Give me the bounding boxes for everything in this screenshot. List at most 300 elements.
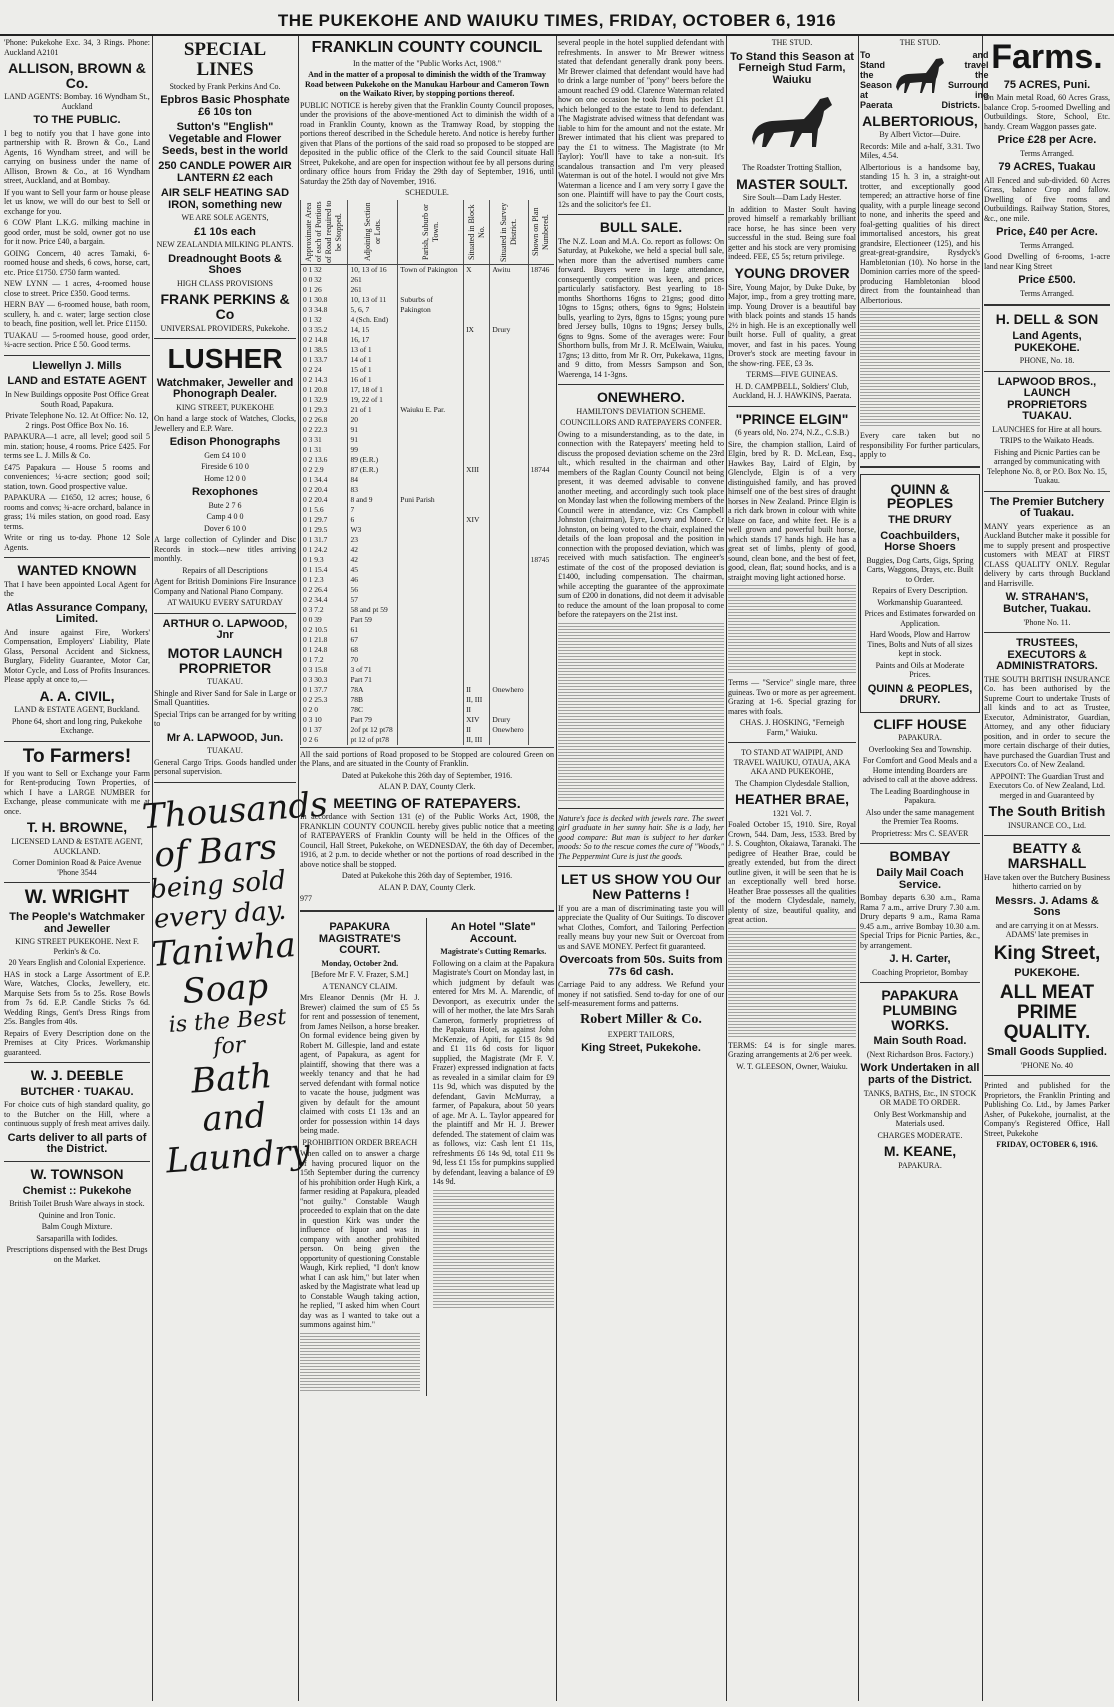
schedule-row xyxy=(301,345,555,355)
schedule-header: Adjoining Section or Lots. xyxy=(348,200,398,265)
schedule-cell xyxy=(528,395,554,405)
schedule-cell xyxy=(528,405,554,415)
schedule-cell xyxy=(398,475,464,485)
farm-price: Price £500. xyxy=(1018,274,1076,287)
schedule-cell xyxy=(464,375,490,385)
farm-text: Good Dwelling of 6-rooms, 1-acre land near King Street xyxy=(984,252,1110,271)
schedule-cell: 58 and pt 59 xyxy=(348,605,398,615)
schedule-cell xyxy=(528,655,554,665)
schedule-cell: 0 1 29.3 xyxy=(301,405,348,415)
farms-title: Farms. xyxy=(991,38,1103,76)
rexophone-price: Dover 6 10 0 xyxy=(204,523,246,533)
schedule-cell: 2of pt 12 pt78 xyxy=(348,725,398,735)
schedule-cell: 21 of 1 xyxy=(348,405,398,415)
schedule-cell: 0 2 10.5 xyxy=(301,625,348,635)
schedule-cell xyxy=(490,525,528,535)
schedule-cell: 46 xyxy=(348,575,398,585)
schedule-cell xyxy=(398,285,464,295)
schedule-cell: Puni Parish xyxy=(398,495,464,505)
deeble-title: W. J. DEEBLE xyxy=(30,1067,124,1084)
schedule-cell: 0 1 20.8 xyxy=(301,385,348,395)
keane-subtitle: PAPAKURA. xyxy=(898,1160,942,1170)
sell-text: If you want to Sell your farm or house please let us know, we will do our best to Sell or exchange for you. xyxy=(4,187,150,216)
schedule-cell xyxy=(490,735,528,745)
schedule-cell xyxy=(490,435,528,445)
launches-text: LAUNCHES for Hire at all hours. xyxy=(992,424,1102,434)
schedule-row xyxy=(301,645,555,655)
schedule-cell: 0 1 2.3 xyxy=(301,575,348,585)
column-5 xyxy=(728,36,856,1701)
albertorious-title: ALBERTORIOUS, xyxy=(862,112,978,129)
schedule-cell xyxy=(528,615,554,625)
schedule-row xyxy=(301,365,555,375)
south-british-subtitle: INSURANCE CO., Ltd. xyxy=(1007,820,1086,830)
schedule-cell xyxy=(464,425,490,435)
schedule-cell xyxy=(528,635,554,645)
hotel-slate xyxy=(433,918,554,1396)
wright-title: W. WRIGHT xyxy=(24,887,130,909)
schedule-cell xyxy=(464,555,490,565)
schedule-row xyxy=(301,625,555,635)
records-text: A large collection of Cylinder and Disc Records in stock—new titles arriving monthly. xyxy=(154,535,296,564)
schedule-cell: 17, 18 of 1 xyxy=(348,385,398,395)
schedule-cell xyxy=(528,625,554,635)
schedule-cell xyxy=(490,345,528,355)
schedule-row xyxy=(301,275,555,285)
court-before: [Before Mr F. V. Frazer, S.M.] xyxy=(311,970,409,980)
deeble-subtitle: BUTCHER · TUAKAU. xyxy=(20,1085,134,1098)
schedule-cell xyxy=(398,625,464,635)
schedule-cell xyxy=(464,625,490,635)
schedule-cell xyxy=(398,585,464,595)
mail-text: Bombay departs 6.30 a.m., Rama Rama 7 a.m., arrive Drury 7.30 a.m. Drury departs 9 a.m., Rama Rama 9.45 a.m., arrive Bombay 10.30 a.m. Special Trips for Picnic Parties, &c., by arrangement. xyxy=(860,893,980,950)
meeting-title: MEETING OF RATEPAYERS. xyxy=(333,794,521,811)
schedule-cell: II xyxy=(464,685,490,695)
schedule-cell xyxy=(528,305,554,315)
stud-heading: THE STUD. xyxy=(771,38,813,47)
shingle-text: Shingle and River Sand for Sale in Large or Small Quantities. xyxy=(154,688,296,708)
schedule-cell: IX xyxy=(464,325,490,335)
schedule-cell xyxy=(528,535,554,545)
mail-coach-title: Daily Mail Coach Service. xyxy=(876,867,964,891)
schedule-row xyxy=(301,735,555,745)
schedule-cell: W3 xyxy=(348,525,398,535)
schedule-row xyxy=(301,525,555,535)
schedule-cell xyxy=(464,415,490,425)
schedule-row xyxy=(301,295,555,305)
schedule-row xyxy=(301,715,555,725)
schedule-cell xyxy=(398,505,464,515)
bull-sale-title: BULL SALE. xyxy=(599,219,683,235)
schedule-cell: 78A xyxy=(348,685,398,695)
allison-brown-title: ALLISON, BROWN & Co. xyxy=(8,60,146,91)
schedule-cell: 14 of 1 xyxy=(348,355,398,365)
albertorious-subtitle: By Albert Victor—Duire. xyxy=(879,130,961,140)
script-line: Bath and xyxy=(189,1055,274,1140)
schedule-cell xyxy=(398,355,464,365)
townson-item: Quinine and Iron Tonic. xyxy=(38,1210,116,1220)
schedule-cell xyxy=(490,475,528,485)
strahan-phone: 'Phone No. 11. xyxy=(1023,617,1071,627)
schedule-row xyxy=(301,475,555,485)
perkins-title: FRANK PERKINS & Co xyxy=(160,291,290,323)
miller-subtitle: EXPERT TAILORS, xyxy=(607,1029,675,1039)
schedule-header: Shown on Plan Numbered. xyxy=(528,200,554,265)
listing: GOING Concern, 40 acres Tamaki, 6-roomed house and sheds, 6 cows, horse, cart, etc. Price £1750. £750 farm wanted. xyxy=(4,248,150,277)
schedule-cell: 0 2 14.8 xyxy=(301,335,348,345)
schedule-cell xyxy=(464,385,490,395)
plumbing-address: Main South Road. xyxy=(873,1035,967,1048)
schedule-cell xyxy=(464,505,490,515)
column-1 xyxy=(4,36,150,1701)
lapwood-place: TUAKAU. xyxy=(207,746,243,756)
schedule-cell: 0 2 25.3 xyxy=(301,695,348,705)
schedule-cell xyxy=(398,395,464,405)
schedule-row xyxy=(301,325,555,335)
schedule-cell: 0 3 31 xyxy=(301,435,348,445)
schedule-cell xyxy=(464,365,490,375)
prince-elgin-title: "PRINCE ELGIN" xyxy=(735,410,849,427)
to-farmers-title: To Farmers! xyxy=(22,745,132,767)
schedule-cell: Drury xyxy=(490,325,528,335)
schedule-cell: 13 of 1 xyxy=(348,345,398,355)
column-rule xyxy=(858,36,859,1701)
carriage-text: Carriage Paid to any address. We Refund your money if not satisfied. Send to-day for one of our self-measurement forms and patterns. xyxy=(558,980,724,1009)
schedule-cell: 0 2 26.4 xyxy=(301,585,348,595)
schedule-cell xyxy=(464,575,490,585)
schedule-header: Approximate Area of each of Portions of Road required to be Stopped. xyxy=(301,200,348,265)
schedule-cell xyxy=(490,705,528,715)
schedule-cell: 8 and 9 xyxy=(348,495,398,505)
schedule-cell: 0 1 30.8 xyxy=(301,295,348,305)
column-rule xyxy=(982,36,983,1701)
schedule-cell xyxy=(398,275,464,285)
schedule-cell xyxy=(398,665,464,675)
farm-heading: 79 ACRES, Tuakau xyxy=(998,161,1096,174)
schedule-cell xyxy=(398,515,464,525)
schedule-cell: 0 3 30.3 xyxy=(301,675,348,685)
schedule-row xyxy=(301,305,555,315)
schedule-cell xyxy=(528,715,554,725)
beatty-text: Have taken over the Butchery Business hitherto carried on by xyxy=(984,872,1110,892)
schedule-row xyxy=(301,635,555,645)
schedule-cell: 0 1 24.2 xyxy=(301,545,348,555)
schedule-cell xyxy=(464,305,490,315)
schedule-cell: X xyxy=(464,264,490,275)
column-6 xyxy=(860,36,989,1701)
fee-line: TERMS—FIVE GUINEAS. xyxy=(746,370,838,380)
schedule-cell: Town of Pakington xyxy=(398,264,464,275)
repairs-text: Repairs of all Descriptions xyxy=(182,565,268,575)
schedule-cell: 0 1 32 xyxy=(301,315,348,325)
schedule-cell xyxy=(490,655,528,665)
plumbing-title: PAPAKURA PLUMBING WORKS. xyxy=(881,987,959,1033)
listing: TUAKAU — 5-roomed house, good order, ¼-acre section. Price £ 50. Good terms. xyxy=(4,330,150,350)
edison-price: Gem £4 10 0 xyxy=(204,450,246,460)
schedule-row xyxy=(301,655,555,665)
column-rule xyxy=(298,36,299,1701)
schedule-cell xyxy=(528,525,554,535)
schedule-cell: 16 of 1 xyxy=(348,375,398,385)
schedule-cell xyxy=(398,725,464,735)
patterns-title: LET US SHOW YOU Our New Patterns ! xyxy=(561,871,721,903)
dell-phone: PHONE, No. 18. xyxy=(1019,356,1075,366)
schedule-row xyxy=(301,725,555,735)
schedule-cell xyxy=(490,295,528,305)
schedule-row xyxy=(301,455,555,465)
schedule-cell xyxy=(398,545,464,555)
notice-text: I beg to notify you that I have gone into partnership with R. Brown & Co., Land Agents, 16 Wyndham street, and will be carrying on business under the name of Allison, Brown & Co., at 16 Wyndham street, Auckland, and at Bombay. xyxy=(4,128,150,186)
court-case: A TENANCY CLAIM. xyxy=(322,981,398,991)
hamilton-subtitle: HAMILTON'S DEVIATION SCHEME. xyxy=(576,406,706,416)
schedule-cell xyxy=(528,495,554,505)
schedule-cell: 42 xyxy=(348,555,398,565)
schedule-cell: 0 1 37.7 xyxy=(301,685,348,695)
cliff-house-title: CLIFF HOUSE xyxy=(873,715,967,732)
slate-subtitle: Magistrate's Cutting Remarks. xyxy=(440,947,547,957)
column-rule xyxy=(726,36,727,1701)
schedule-cell xyxy=(528,455,554,465)
king-street-title: King Street, xyxy=(993,942,1101,964)
mills-telephone: Private Telephone No. 12. At Office: No. 12, 2 rings. Post Office Box No. 16. xyxy=(5,411,149,430)
motor-launch-title: MOTOR LAUNCH PROPRIETOR xyxy=(167,644,283,676)
schedule-row xyxy=(301,685,555,695)
schedule-cell: 45 xyxy=(348,565,398,575)
schedule-cell: 0 1 9.3 xyxy=(301,555,348,565)
schedule-cell: 20 xyxy=(348,415,398,425)
text-lines xyxy=(433,1190,554,1310)
beatty-marshall-title: BEATTY & MARSHALL xyxy=(1007,840,1087,872)
overcoats-line: Overcoats from 50s. Suits from 77s 6d cash. xyxy=(559,954,723,978)
schedule-cell xyxy=(464,275,490,285)
schedule-row xyxy=(301,565,555,575)
farm-text: On Main metal Road, 60 Acres Grass, balance Crop. 5-roomed Dwelling and Outbuildings. Store, School, Etc. handy. Cream Waggon passes gate. xyxy=(984,93,1110,131)
councillors-subtitle: COUNCILLORS AND RATEPAYERS CONFER. xyxy=(560,418,722,428)
schedule-cell: 0 2 13.6 xyxy=(301,455,348,465)
estimates-line: Prices and Estimates forwarded on Application. xyxy=(864,609,976,628)
schedule-row xyxy=(301,615,555,625)
schedule-cell xyxy=(464,315,490,325)
schedule-cell xyxy=(398,415,464,425)
schedule-cell: 0 2 22.3 xyxy=(301,425,348,435)
schedule-cell xyxy=(490,305,528,315)
horse-caption: The Roadster Trotting Stallion, xyxy=(742,163,842,173)
schedule-cell xyxy=(490,485,528,495)
schedule-cell: 0 3 7.2 xyxy=(301,605,348,615)
master-soult-title: MASTER SOULT. xyxy=(736,175,848,192)
text-lines xyxy=(728,585,856,675)
schedule-cell xyxy=(490,495,528,505)
schedule-cell: 4 (Sch. End) xyxy=(348,315,398,325)
schedule-cell: 10, 13 of 16 xyxy=(348,264,398,275)
wright-repairs: Repairs of Every Description done on the Premises at City Prices. Workmanship guaranteed. xyxy=(4,1028,150,1057)
schedule-row xyxy=(301,675,555,685)
schedule-cell xyxy=(528,345,554,355)
perkins-subtitle: UNIVERSAL PROVIDERS, Pukekohe. xyxy=(160,323,290,333)
schedule-cell xyxy=(490,535,528,545)
schedule-cell xyxy=(528,425,554,435)
text-lines xyxy=(558,623,724,803)
slate-title: An Hotel "Slate" Account. xyxy=(450,920,536,945)
schedule-cell: 42 xyxy=(348,545,398,555)
schedule-cell xyxy=(464,585,490,595)
listing: NEW LYNN — 1 acres, 4-roomed house close to street. Price £350. Good terms. xyxy=(4,279,150,298)
schedule-cell: 7 xyxy=(348,505,398,515)
schedule-row xyxy=(301,445,555,455)
schedule-cell: 67 xyxy=(348,635,398,645)
court-section xyxy=(300,918,554,1396)
schedule-cell xyxy=(490,505,528,515)
schedule-cell xyxy=(398,615,464,625)
special-lines-title: SPECIAL LINES xyxy=(183,39,267,80)
schedule-cell: 3 of 71 xyxy=(348,665,398,675)
schedule-cell: 0 1 29.7 xyxy=(301,515,348,525)
heather-subtitle: 1321 Vol. 7. xyxy=(772,808,812,818)
schedule-cell: 0 3 35.2 xyxy=(301,325,348,335)
franklin-notice: PUBLIC NOTICE is hereby given that the Franklin County Council proposes, under the provisions of the above-mentioned Act to diminish the width of a road in Franklin County, known as the Tramway Road, by stopping the portions thereof described in the Schedule hereto. And notice is hereby further given that Plans of the portions of the said road so proposed to be stopped are deposited in the public office of the Clerk to the said Council situate Hall Street, Pukekohe, and are open for inspection without fee by all persons during ordinary office hours from Friday the 29th day of September, 1916, until Saturday the 25th day of November, 1916. xyxy=(300,100,554,186)
patterns-text: If you are a man of discriminating taste you will appreciate the Quality of Our Suitings. To discover what Clothes, Comfort, and Tailoring Perfection really means buy your new Suit or Overcoat from us and SAVE MONEY. Perfect fit guaranteed. xyxy=(558,903,724,951)
script-line: Laundry xyxy=(164,1131,312,1182)
schedule-cell xyxy=(528,285,554,295)
carter-subtitle: Coaching Proprietor, Bombay xyxy=(872,967,968,977)
adams-line: Messrs. J. Adams & Sons xyxy=(995,894,1099,919)
farm-terms: Terms Arranged. xyxy=(1020,240,1074,250)
mills-address: In New Buildings opposite Post Office Great South Road, Papakura. xyxy=(5,390,149,409)
schedule-cell: 0 1 24.8 xyxy=(301,645,348,655)
dated-line: Dated at Pukekohe this 26th day of September, 1916. xyxy=(341,770,513,780)
schedule-cell xyxy=(490,585,528,595)
schedule-cell: 18746 xyxy=(528,264,554,275)
schedule-cell xyxy=(528,445,554,455)
schedule-cell: Waiuku E. Par. xyxy=(398,405,464,415)
schedule-cell: 0 1 5.6 xyxy=(301,505,348,515)
schedule-cell xyxy=(398,635,464,645)
schedule-cell xyxy=(464,645,490,655)
schedule-cell: II, III xyxy=(464,735,490,745)
plumbing-text: Work Undertaken in all parts of the District. xyxy=(860,1062,980,1086)
schedule-cell xyxy=(490,315,528,325)
schedule-cell xyxy=(528,665,554,675)
schedule-cell: 6 xyxy=(348,515,398,525)
script-line: being sold xyxy=(149,865,287,906)
schedule-cell xyxy=(528,385,554,395)
waiuku-text: AT WAIUKU EVERY SATURDAY xyxy=(167,598,283,608)
heather-pre: The Champion Clydesdale Stallion, xyxy=(734,778,850,788)
schedule-cell xyxy=(528,595,554,605)
schedule-cell xyxy=(464,635,490,645)
schedule-cell xyxy=(528,675,554,685)
schedule-cell xyxy=(398,465,464,475)
lusher-text: On hand a large stock of Watches, Clocks, Jewellery and E.P. Ware. xyxy=(154,414,296,433)
schedule-cell xyxy=(398,645,464,655)
wanted-text: That I have been appointed Local Agent for the xyxy=(4,579,150,599)
seeds-line: Sutton's "English" Vegetable and Flower Seeds, best in the world xyxy=(162,121,288,157)
schedule-row xyxy=(301,415,555,425)
schedule-cell xyxy=(398,575,464,585)
schedule-cell: 0 2 24 xyxy=(301,365,348,375)
atlas-text: And insure against Fire, Workers' Compensation, Employers' Liability, Plate Glass, Personal Accident and Sickness, Burglary, Fidelity Guarantee, Motor Car, Motor Cycle, and Loss of Profits Insurances. Please apply at once to,— xyxy=(4,627,150,685)
schedule-cell xyxy=(490,375,528,385)
schedule-cell xyxy=(528,375,554,385)
atlas-title: Atlas Assurance Company, Limited. xyxy=(6,601,148,626)
phones: 'Phone: Pukekohe Exc. 34, 3 Rings. Phone: Auckland A2101 xyxy=(4,38,150,57)
browne-subtitle: LICENSED LAND & ESTATE AGENT, AUCKLAND. xyxy=(11,837,143,856)
schedule-cell xyxy=(528,315,554,325)
schedule-cell xyxy=(464,345,490,355)
schedule-row xyxy=(301,695,555,705)
farm-heading: 75 ACRES, Puni. xyxy=(1003,78,1091,91)
quinn-peoples-advert xyxy=(860,474,980,713)
court-title: PAPAKURA MAGISTRATE'S COURT. xyxy=(318,920,401,957)
browne-title: T. H. BROWNE, xyxy=(26,819,128,836)
schedule-cell: 261 xyxy=(348,275,398,285)
schedule-cell xyxy=(398,655,464,665)
schedule-cell: 78B xyxy=(348,695,398,705)
mills-subtitle: LAND and ESTATE AGENT xyxy=(7,375,147,388)
schedule-cell xyxy=(464,545,490,555)
schedule-cell: II, III xyxy=(464,695,490,705)
schedule-row xyxy=(301,405,555,415)
only-text: Only Best Workmanship and Materials used. xyxy=(873,1109,967,1129)
strahan-name: W. STRAHAN'S, Butcher, Tuakau. xyxy=(1003,591,1091,616)
schedule-row xyxy=(301,285,555,295)
masthead-title: THE PUKEKOHE AND WAIUKU TIMES, FRIDAY, OCTOBER 6, 1916 xyxy=(277,11,837,30)
plumbing-subtitle: (Next Richardson Bros. Factory.) xyxy=(866,1049,974,1059)
lapwood-bros-title: LAPWOOD BROS., LAUNCH PROPRIETORS TUAKAU. xyxy=(997,375,1097,423)
adams-text: and are carrying it on at Messrs. ADAMS' late premises in xyxy=(995,920,1099,940)
schedule-cell xyxy=(398,595,464,605)
schedule-row xyxy=(301,705,555,715)
clerk-line: ALAN P. DAY, County Clerk. xyxy=(378,882,476,892)
townson-title: W. TOWNSON xyxy=(30,1165,124,1182)
schedule-cell xyxy=(528,505,554,515)
schedule-row xyxy=(301,665,555,675)
schedule-row xyxy=(301,375,555,385)
edison-title: Edison Phonographs xyxy=(169,436,281,449)
schedule-cell: Suburbs of xyxy=(398,295,464,305)
schedule-cell xyxy=(528,295,554,305)
schedule-cell: 0 1 31 xyxy=(301,445,348,455)
schedule-cell xyxy=(464,485,490,495)
schedule-cell xyxy=(490,365,528,375)
breach-title: PROHIBITION ORDER BREACH xyxy=(302,1137,418,1147)
imprint-date: FRIDAY, OCTOBER 6, 1916. xyxy=(996,1140,1098,1150)
franklin-sub1: In the matter of the "Public Works Act, 1908." xyxy=(353,58,501,68)
script-line: Thousands xyxy=(140,784,329,838)
schedule-cell xyxy=(398,715,464,725)
schedule-cell xyxy=(464,335,490,345)
all-meat-title: ALL MEAT PRIME QUALITY. xyxy=(999,982,1095,1044)
schedule-cell xyxy=(398,345,464,355)
schedule-row xyxy=(301,585,555,595)
listing: HERN BAY — 6-roomed house, bath room, scullery, h. and c. water; large section close to beach, fine position, well let. Price £1150. xyxy=(4,300,150,329)
dated-line: Dated at Pukekohe this 26th day of September, 1916. xyxy=(341,871,513,881)
text-lines xyxy=(860,308,980,428)
schedule-cell: 91 xyxy=(348,435,398,445)
schedule-cell: XIII xyxy=(464,465,490,475)
schedule-row xyxy=(301,335,555,345)
schedule-cell xyxy=(490,615,528,625)
column-7 xyxy=(984,36,1110,1701)
farm-price: Price £28 per Acre. xyxy=(997,134,1097,147)
heather-heading: TO STAND AT WAIPIPI, AND TRAVEL WAIUKU, OTAUA, AKA AKA AND PUKEKOHE, xyxy=(733,748,851,777)
schedule-row xyxy=(301,395,555,405)
court-date: Monday, October 2nd. xyxy=(321,958,399,968)
column-rule xyxy=(556,36,557,1701)
travel-words: and travel the Surround ing xyxy=(948,49,989,100)
stud-heading: THE STUD. xyxy=(899,38,941,47)
schedule-cell xyxy=(398,315,464,325)
